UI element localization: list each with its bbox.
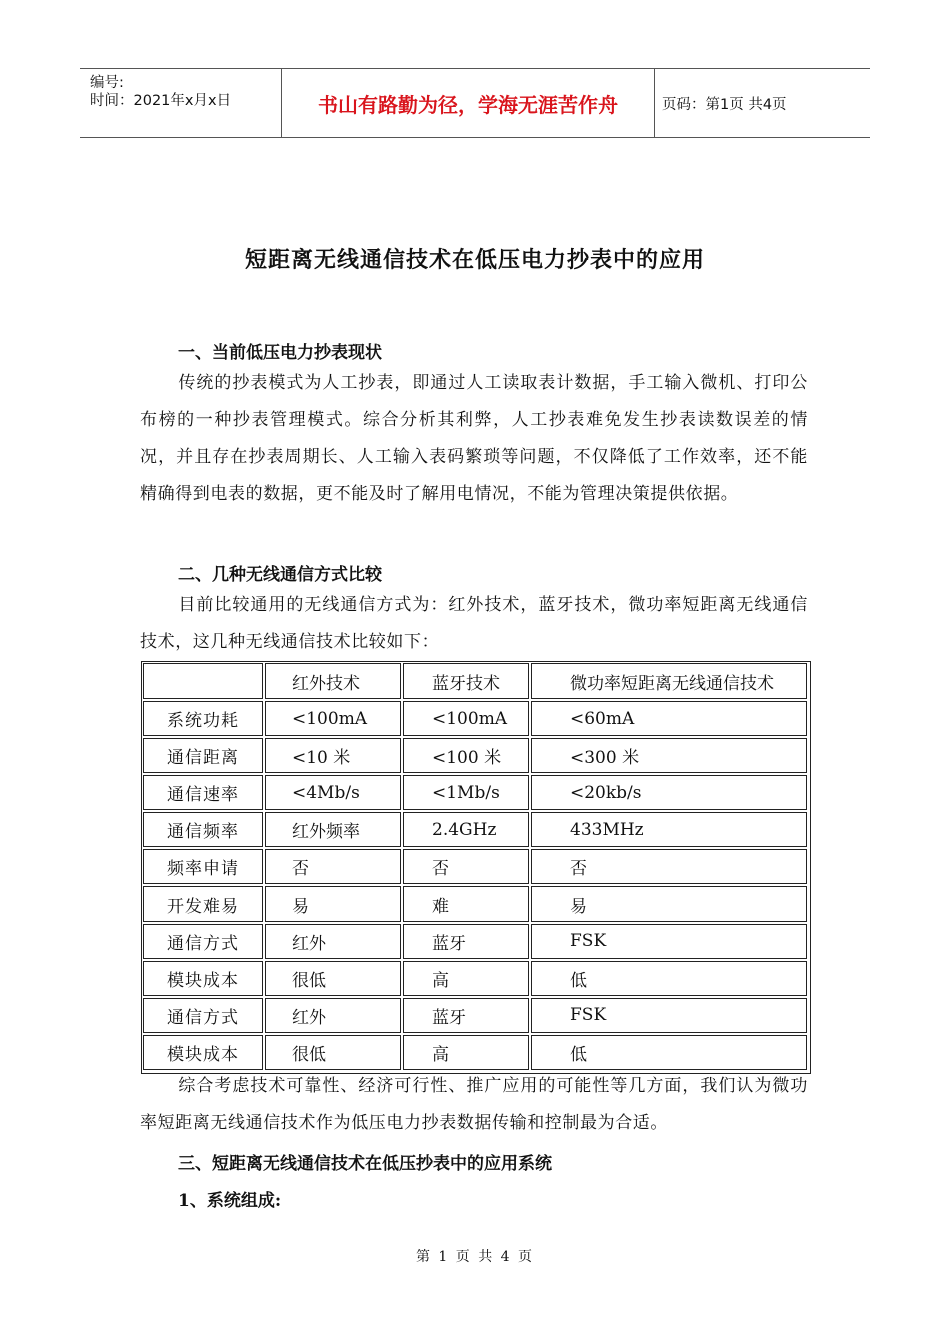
table-cell: 很低 xyxy=(265,1035,401,1070)
table-cell: 通信方式 xyxy=(143,998,263,1033)
header-number-label: 编号: xyxy=(90,75,124,91)
section1-heading: 一、当前低压电力抄表现状 xyxy=(178,343,382,363)
table-row xyxy=(143,961,807,996)
section2-conclusion-text: 综合考虑技术可靠性、经济可行性、推广应用的可能性等几方面，我们认为微功率短距离无线通信技术作为低压电力抄表数据传输和控制最为合适。 xyxy=(140,1076,808,1133)
table-cell: <1Mb/s xyxy=(403,775,529,810)
section2-paragraph xyxy=(140,587,808,661)
table-cell: 低 xyxy=(531,961,807,996)
table-cell: 很低 xyxy=(265,961,401,996)
table-header-cell: 蓝牙技术 xyxy=(403,663,529,699)
header-motto: 书山有路勤为径，学海无涯苦作舟 xyxy=(281,69,655,137)
table-row xyxy=(143,812,807,847)
table-cell: 433MHz xyxy=(531,812,807,847)
table-header-cell xyxy=(143,663,263,699)
document-title: 短距离无线通信技术在低压电力抄表中的应用 xyxy=(244,247,705,273)
table-cell: 模块成本 xyxy=(143,1035,263,1070)
table-cell: <300 米 xyxy=(531,738,807,773)
table-cell: 难 xyxy=(403,886,529,921)
header-page-info: 页码：第1页 共4页 xyxy=(662,96,787,113)
section3-heading: 三、短距离无线通信技术在低压抄表中的应用系统 xyxy=(178,1154,552,1174)
comparison-table xyxy=(141,661,811,1074)
table-row xyxy=(143,924,807,959)
header-time-label: 时间：2021年x月x日 xyxy=(90,93,232,109)
table-cell: 高 xyxy=(403,961,529,996)
table-cell: <100mA xyxy=(265,701,401,736)
section1-paragraph xyxy=(140,365,808,513)
table-cell: <60mA xyxy=(531,701,807,736)
table-cell: 蓝牙 xyxy=(403,924,529,959)
page-header xyxy=(80,68,870,138)
table-cell: <100 米 xyxy=(403,738,529,773)
table-cell: 高 xyxy=(403,1035,529,1070)
table-cell: 否 xyxy=(265,849,401,884)
table-cell: 通信方式 xyxy=(143,924,263,959)
table-cell: <10 米 xyxy=(265,738,401,773)
table-cell: 低 xyxy=(531,1035,807,1070)
table-row xyxy=(143,701,807,736)
table-cell: 2.4GHz xyxy=(403,812,529,847)
table-cell: <4Mb/s xyxy=(265,775,401,810)
table-cell: 红外频率 xyxy=(265,812,401,847)
table-cell: 易 xyxy=(531,886,807,921)
table-cell: 红外 xyxy=(265,924,401,959)
table-row xyxy=(143,738,807,773)
table-cell: 模块成本 xyxy=(143,961,263,996)
table-cell: <100mA xyxy=(403,701,529,736)
table-cell: 否 xyxy=(531,849,807,884)
table-cell: 红外 xyxy=(265,998,401,1033)
header-meta xyxy=(80,69,280,137)
table-cell: FSK xyxy=(531,924,807,959)
table-cell: 通信频率 xyxy=(143,812,263,847)
table-row xyxy=(143,998,807,1033)
section2-heading: 二、几种无线通信方式比较 xyxy=(178,565,382,585)
table-header-cell: 微功率短距离无线通信技术 xyxy=(531,663,807,699)
table-cell: 蓝牙 xyxy=(403,998,529,1033)
table-row xyxy=(143,1035,807,1070)
section2-conclusion xyxy=(140,1068,808,1142)
section1-paragraph-text: 传统的抄表模式为人工抄表，即通过人工读取表计数据，手工输入微机、打印公布榜的一种抄表管理模式。综合分析其利弊，人工抄表难免发生抄表读数误差的情况，并且存在抄表周期长、人工输入表码繁琐等问题，不仅降低了工作效率，还不能精确得到电表的数据，更不能及时了解用电情况，不能为管理决策提供依据。 xyxy=(140,373,808,504)
table-cell: 开发难易 xyxy=(143,886,263,921)
comparison-table-grid xyxy=(141,661,809,1072)
table-cell: 易 xyxy=(265,886,401,921)
table-header-cell: 红外技术 xyxy=(265,663,401,699)
table-row xyxy=(143,775,807,810)
table-cell: 系统功耗 xyxy=(143,701,263,736)
table-row xyxy=(143,849,807,884)
page-footer: 第 1 页 共 4 页 xyxy=(415,1249,535,1265)
table-cell: 通信距离 xyxy=(143,738,263,773)
table-cell: FSK xyxy=(531,998,807,1033)
section3-sub1: 1、系统组成: xyxy=(178,1191,282,1211)
table-row xyxy=(143,886,807,921)
table-cell: 否 xyxy=(403,849,529,884)
table-header-row xyxy=(143,663,807,699)
table-cell: 通信速率 xyxy=(143,775,263,810)
table-cell: 频率申请 xyxy=(143,849,263,884)
section2-paragraph-text: 目前比较通用的无线通信方式为：红外技术，蓝牙技术，微功率短距离无线通信技术，这几种无线通信技术比较如下： xyxy=(140,595,808,652)
table-cell: <20kb/s xyxy=(531,775,807,810)
